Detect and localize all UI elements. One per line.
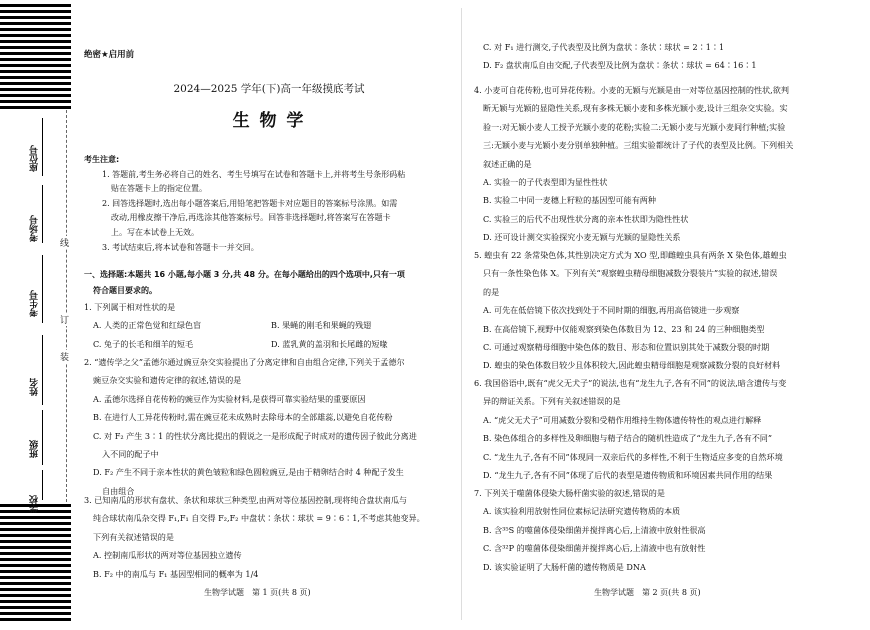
q6-option-c: C. “龙生九子,各有不同”体现同一双亲后代的多样性,不利于生物适应多变的自然环境 [483, 451, 783, 462]
page-1-footer: 生物学试题 第 1 页(共 8 页) [204, 588, 311, 597]
q4-option-d: D. 还可设计测交实验探究小麦无颖与光颖的显隐性关系 [483, 232, 681, 243]
q2-stem-line: 2. “遗传学之父”孟德尔通过豌豆杂交实验提出了分离定律和自由组合定律,下列关于孟德尔 [84, 357, 405, 367]
q6-option-d: D. “龙生九子,各有不同”体现了后代的表型是遗传物质和环境因素共同作用的结果 [483, 470, 773, 481]
q2-option-c-cont: 入不同的配子中 [102, 449, 159, 460]
q6-stem-line: 异的辩证关系。下列有关叙述错误的是 [483, 396, 621, 407]
q6-stem-line: 6. 我国俗语中,既有“虎父无犬子”的说法,也有“龙生九子,各有不同”的说法,暗含遗传与变 [474, 378, 787, 388]
q1-option-d: D. 蓝乳黄的盖羽和长尾雌的短喙 [271, 338, 388, 349]
seat-number-label: 座位号 [30, 145, 40, 172]
notice-line: 贴在答题卡上的指定位置。 [111, 184, 207, 194]
notice-line: 改动,用橡皮擦干净后,再选涂其他答案标号。回答非选择题时,将答案写在答题卡 [111, 213, 391, 223]
q7-option-d: D. 该实验证明了大肠杆菌的遗传物质是 DNA [483, 561, 646, 572]
q5-stem-line: 的是 [483, 286, 500, 297]
notice-line: 3. 考试结束后,将本试卷和答题卡一并交回。 [102, 242, 259, 252]
seal-mark-mount: 装 [60, 350, 69, 363]
q5-option-d: D. 蝗虫的染色体数目较少且体积较大,因此蝗虫精母细胞是观察减数分裂的良好材料 [483, 360, 781, 371]
q2-option-d-cont: 自由组合 [102, 485, 135, 496]
name-label: 姓名 [30, 378, 40, 396]
q4-stem-line: 4. 小麦可自花传粉,也可异花传粉。小麦的无颖与光颖是由一对等位基因控制的性状,欲判 [474, 85, 789, 95]
student-number-label: 考生号 [30, 290, 40, 317]
section-line: 一、选择题:本题共 16 小题,每小题 3 分,共 48 分。在每小题给出的四个选项中,只有一项 [84, 270, 405, 279]
exam-title: 2024—2025 学年(下)高一年级摸底考试 [173, 83, 365, 95]
notice-line: 上。写在本试卷上无效。 [111, 227, 199, 237]
seal-mark-line: 线 [60, 236, 69, 249]
notice-line: 1. 答题前,考生务必将自己的姓名、考生号填写在试卷和答题卡上,并将考生号条形码粘 [102, 169, 406, 179]
q3-option-c: C. 对 F₁ 进行测交,子代表型及比例为盘状∶条状∶球状 = 2∶1∶1 [483, 42, 725, 52]
q3-stem-line: 纯合球状南瓜杂交得 F₁,F₁ 自交得 F₂,F₂ 中盘状∶条状∶球状 = 9∶6∶1,不考虑其他变异。 [93, 513, 425, 524]
question-3-continued [474, 38, 756, 75]
page-divider [461, 8, 462, 620]
q1-option-b: B. 果蝇的刚毛和果蝇的残翅 [271, 320, 372, 331]
question-7 [474, 484, 706, 576]
q1-option-c: C. 兔子的长毛和细羊的短毛 [93, 338, 194, 349]
q4-option-c: C. 实验三的后代不出现性状分离的亲本性状即为隐性性状 [483, 213, 689, 224]
notice-line: 2. 回答选择题时,选出每小题答案后,用铅笔把答题卡对应题目的答案标号涂黑。如需 [102, 198, 398, 208]
q4-stem-line: 三:无颖小麦与光颖小麦分别单独种植。三组实验都统计了子代的表型及比例。下列相关 [483, 140, 794, 151]
q7-option-b: B. 含³⁵S 的噬菌体侵染细菌并搅拌离心后,上清液中放射性很高 [483, 524, 706, 535]
page-2-footer: 生物学试题 第 2 页(共 8 页) [594, 588, 701, 597]
q3-option-b: B. F₂ 中的南瓜与 F₁ 基因型相同的概率为 1/4 [93, 568, 259, 579]
confidential-mark: 绝密★启用前 [84, 50, 135, 60]
q5-option-c: C. 可通过观察精母细胞中染色体的数目、形态和位置识别其处于减数分裂的时期 [483, 342, 770, 353]
q2-stem-line: 豌豆杂交实验和遗传定律的叙述,错误的是 [93, 375, 242, 386]
question-3 [84, 491, 425, 583]
q2-option-d: D. F₂ 产生不同于亲本性状的黄色皱粒和绿色圆粒豌豆,是由于精卵结合时 4 种配子发生 [93, 467, 404, 478]
q1-stem: 1. 下列属于相对性状的是 [84, 302, 176, 312]
school-label: 学校 [30, 495, 40, 513]
notice-heading: 考生注意: [84, 155, 120, 164]
question-6 [474, 374, 786, 484]
q5-stem-line: 只有一条性染色体 X。下列有关“观察蝗虫精母细胞减数分裂装片”实验的叙述,错误 [483, 268, 778, 279]
seal-mark-bind: 订 [60, 313, 69, 326]
q5-stem-line: 5. 蝗虫有 22 条常染色体,其性别决定方式为 XO 型,即雌蝗虫具有两条 X 染色体,雄蝗虫 [474, 250, 787, 260]
q4-option-b: B. 实验二中同一麦穗上籽粒的基因型可能有两种 [483, 195, 656, 206]
q6-option-b: B. 染色体组合的多样性及卵细胞与精子结合的随机性造成了“龙生九子,各有不同” [483, 433, 773, 444]
q4-stem-line: 验一:对无颖小麦人工授予光颖小麦的花粉;实验二:无颖小麦与光颖小麦间行种植;实验 [483, 121, 786, 132]
notices-block [84, 153, 405, 255]
q1-option-a: A. 人类的正常色觉和红绿色盲 [93, 320, 202, 331]
section-line: 符合题目要求的。 [93, 286, 157, 295]
exam-room-label: 考场号 [30, 215, 40, 242]
q2-option-c: C. 对 F₂ 产生 3∶1 的性状分离比提出的假说之一是形成配子时成对的遗传因子彼此分离进 [93, 430, 417, 441]
seal-dash-line [66, 110, 67, 502]
q3-option-d: D. F₂ 盘状南瓜自由交配,子代表型及比例为盘状∶条状∶球状 = 64∶16∶1 [483, 60, 757, 71]
q3-option-a: A. 控制南瓜形状的两对等位基因独立遗传 [93, 550, 242, 561]
q2-option-b: B. 在进行人工异花传粉时,需在豌豆花未成熟时去除母本的全部雄蕊,以避免自花传粉 [93, 412, 393, 423]
q3-stem-line: 3. 已知南瓜的形状有盘状、条状和球状三种类型,由两对等位基因控制,现将纯合盘状南瓜与 [84, 495, 408, 505]
q4-option-a: A. 实验一的子代表型即为显性性状 [483, 177, 608, 188]
question-1 [84, 298, 449, 353]
q3-stem-line: 下列有关叙述错误的是 [93, 531, 174, 542]
q7-stem: 7. 下列关于噬菌体侵染大肠杆菌实验的叙述,错误的是 [474, 488, 665, 498]
q7-option-a: A. 该实验利用放射性同位素标记法研究遗传物质的本质 [483, 506, 681, 517]
section-heading [84, 267, 405, 299]
class-label: 班级 [30, 440, 40, 458]
q7-option-c: C. 含³²P 的噬菌体侵染细菌并搅拌离心后,上清液中也有放射性 [483, 543, 706, 554]
q4-stem-line: 叙述正确的是 [483, 158, 532, 169]
q5-option-a: A. 可先在低倍镜下依次找到处于不同时期的细胞,再用高倍镜进一步观察 [483, 305, 740, 316]
q6-option-a: A. “虎父无犬子”可用减数分裂和受精作用维持生物体遗传特性的观点进行解释 [483, 414, 762, 425]
subject-title: 生 物 学 [232, 111, 306, 131]
q2-option-a: A. 孟德尔选择自花传粉的豌豆作为实验材料,是获得可靠实验结果的重要原因 [93, 393, 366, 404]
question-4 [474, 81, 793, 247]
q5-option-b: B. 在高倍镜下,视野中仅能观察到染色体数目为 12、23 和 24 的三种细胞类型 [483, 323, 765, 334]
question-5 [474, 246, 787, 375]
q4-stem-line: 断无颖与光颖的显隐性关系,现有多株无颖小麦和多株光颖小麦,设计三组杂交实验。实 [483, 103, 788, 114]
question-2 [84, 353, 417, 500]
